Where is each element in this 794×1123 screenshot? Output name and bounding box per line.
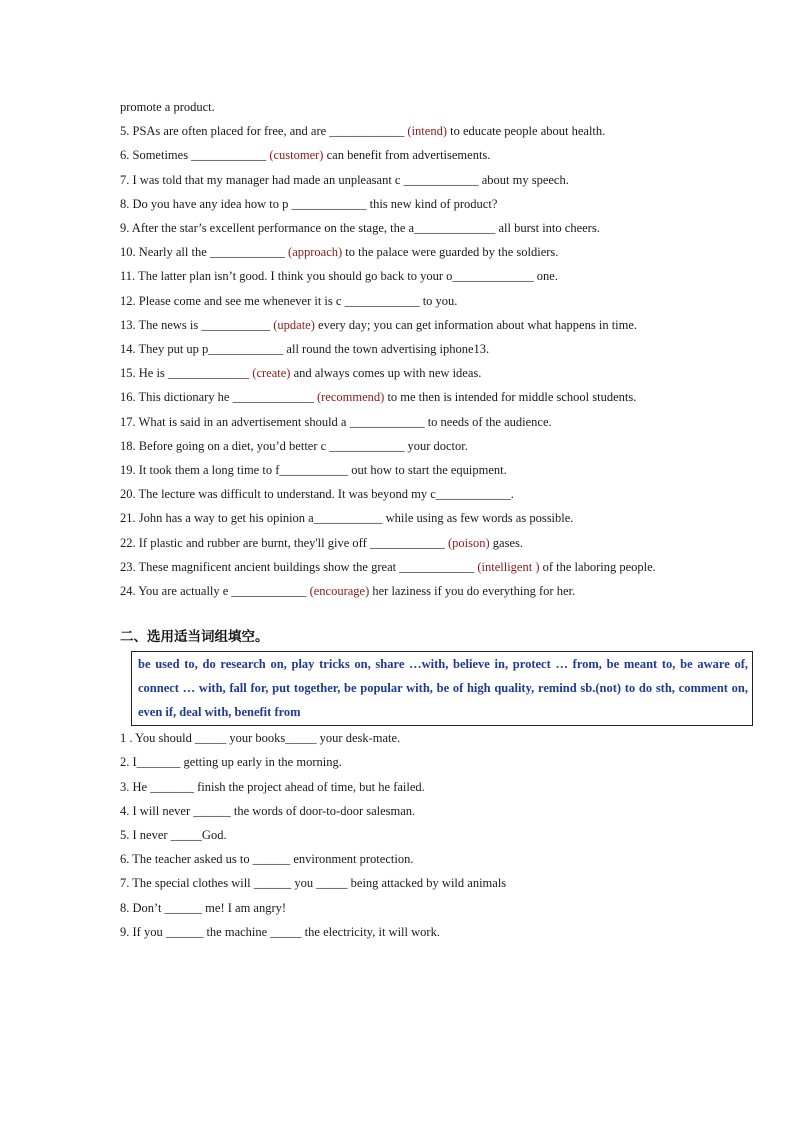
exercise-line: [120, 482, 674, 506]
exercise-part-one: [120, 95, 674, 603]
exercise-text: 5. PSAs are often placed for free, and are ____________: [120, 124, 408, 139]
word-hint: (create): [252, 366, 291, 381]
word-hint: (approach): [288, 245, 343, 260]
word-hint: (update): [273, 317, 315, 332]
word-hint: (encourage): [309, 584, 370, 599]
exercise-line: [120, 337, 674, 361]
exercise-text: 18. Before going on a diet, you’d better c ____________ your doctor.: [120, 438, 468, 453]
exercise-text: 13. The news is ___________: [120, 317, 274, 332]
exercise-text: 14. They put up p____________ all round the town advertising iphone13.: [120, 342, 490, 357]
exercise-text: 15. He is _____________: [120, 366, 253, 381]
word-hint: (intend): [407, 124, 447, 139]
phrase-exercise-line: 8. Don’t ______ me! I am angry!: [120, 900, 287, 915]
phrase-bank-box: be used to, do research on, play tricks on, share …with, believe in, protect … from, be meant to, be aware of, connect … with, fall for, put together, be popular with, be of high quality, remind sb.(not) to do sth, comment on, even if, deal with, benefit from: [131, 651, 753, 726]
exercise-line: [120, 143, 674, 167]
exercise-line: [120, 216, 674, 240]
exercise-line: [120, 506, 674, 530]
exercise-text-rest: every day; you can get information about what happens in time.: [314, 317, 638, 332]
word-hint: (intelligent ): [477, 559, 540, 574]
exercise-line: [120, 385, 674, 409]
section-title: 二、选用适当词组填空。: [120, 629, 269, 646]
exercise-line: [120, 289, 674, 313]
exercise-line: [120, 531, 674, 555]
phrase-exercise-line: 7. The special clothes will ______ you _____ being attacked by wild animals: [120, 876, 507, 891]
exercise-line: [120, 264, 674, 288]
phrase-exercise-line: 5. I never _____God.: [120, 828, 227, 843]
exercise-text: 10. Nearly all the ____________: [120, 245, 289, 260]
exercise-text-rest: to me then is intended for middle school students.: [384, 390, 637, 405]
exercise-line: [120, 240, 674, 264]
exercise-line: [120, 579, 674, 603]
exercise-text: 11. The latter plan isn’t good. I think you should go back to your o_____________ one.: [120, 269, 558, 284]
exercise-line: [120, 434, 674, 458]
phrase-exercise-line: 4. I will never ______ the words of door-to-door salesman.: [120, 803, 416, 818]
exercise-text: 17. What is said in an advertisement should a ____________ to needs of the audience.: [120, 414, 552, 429]
exercise-text-rest: her laziness if you do everything for her.: [369, 584, 576, 599]
exercise-line: [120, 313, 674, 337]
exercise-part-two: [120, 726, 674, 944]
phrase-exercise-line: 2. I_______ getting up early in the morning.: [120, 755, 342, 770]
exercise-text-rest: can benefit from advertisements.: [323, 148, 491, 163]
exercise-line: [120, 410, 674, 434]
phrase-exercise-line: 1 . You should _____ your books_____ your desk-mate.: [120, 731, 401, 746]
phrase-exercise-line: 9. If you ______ the machine _____ the electricity, it will work.: [120, 924, 440, 939]
exercise-text: 24. You are actually e ____________: [120, 584, 310, 599]
exercise-line: [120, 95, 674, 119]
exercise-text: promote a product.: [120, 100, 215, 114]
exercise-text: 12. Please come and see me whenever it is c ____________ to you.: [120, 293, 458, 308]
exercise-text-rest: gases.: [489, 535, 523, 550]
exercise-text: 8. Do you have any idea how to p ____________ this new kind of product?: [120, 196, 498, 211]
exercise-line: [120, 119, 674, 143]
exercise-text-rest: to educate people about health.: [447, 124, 606, 139]
word-hint: (poison): [448, 535, 490, 550]
word-hint: (customer): [269, 148, 324, 163]
exercise-text: 7. I was told that my manager had made an unpleasant c ____________ about my speech.: [120, 172, 569, 187]
exercise-text: 20. The lecture was difficult to understand. It was beyond my c____________.: [120, 487, 514, 502]
exercise-text: 9. After the star’s excellent performance on the stage, the a_____________ all burst into cheers.: [120, 221, 600, 236]
exercise-line: [120, 361, 674, 385]
exercise-line: [120, 458, 674, 482]
exercise-text: 19. It took them a long time to f___________ out how to start the equipment.: [120, 463, 507, 478]
exercise-text-rest: of the laboring people.: [539, 559, 656, 574]
exercise-text-rest: and always comes up with new ideas.: [290, 366, 482, 381]
exercise-text: 23. These magnificent ancient buildings show the great ____________: [120, 559, 478, 574]
word-hint: (recommend): [316, 390, 385, 405]
exercise-line: [120, 192, 674, 216]
phrase-exercise-line: 6. The teacher asked us to ______ environment protection.: [120, 852, 414, 867]
exercise-text: 22. If plastic and rubber are burnt, they'll give off ____________: [120, 535, 448, 550]
exercise-text: 16. This dictionary he _____________: [120, 390, 317, 405]
exercise-text: 6. Sometimes ____________: [120, 148, 270, 163]
exercise-text: 21. John has a way to get his opinion a___________ while using as few words as possible.: [120, 511, 574, 526]
exercise-text-rest: to the palace were guarded by the soldiers.: [342, 245, 559, 260]
phrase-exercise-line: 3. He _______ finish the project ahead of time, but he failed.: [120, 779, 425, 794]
exercise-line: [120, 555, 674, 579]
exercise-line: [120, 168, 674, 192]
worksheet-page: [120, 95, 748, 944]
